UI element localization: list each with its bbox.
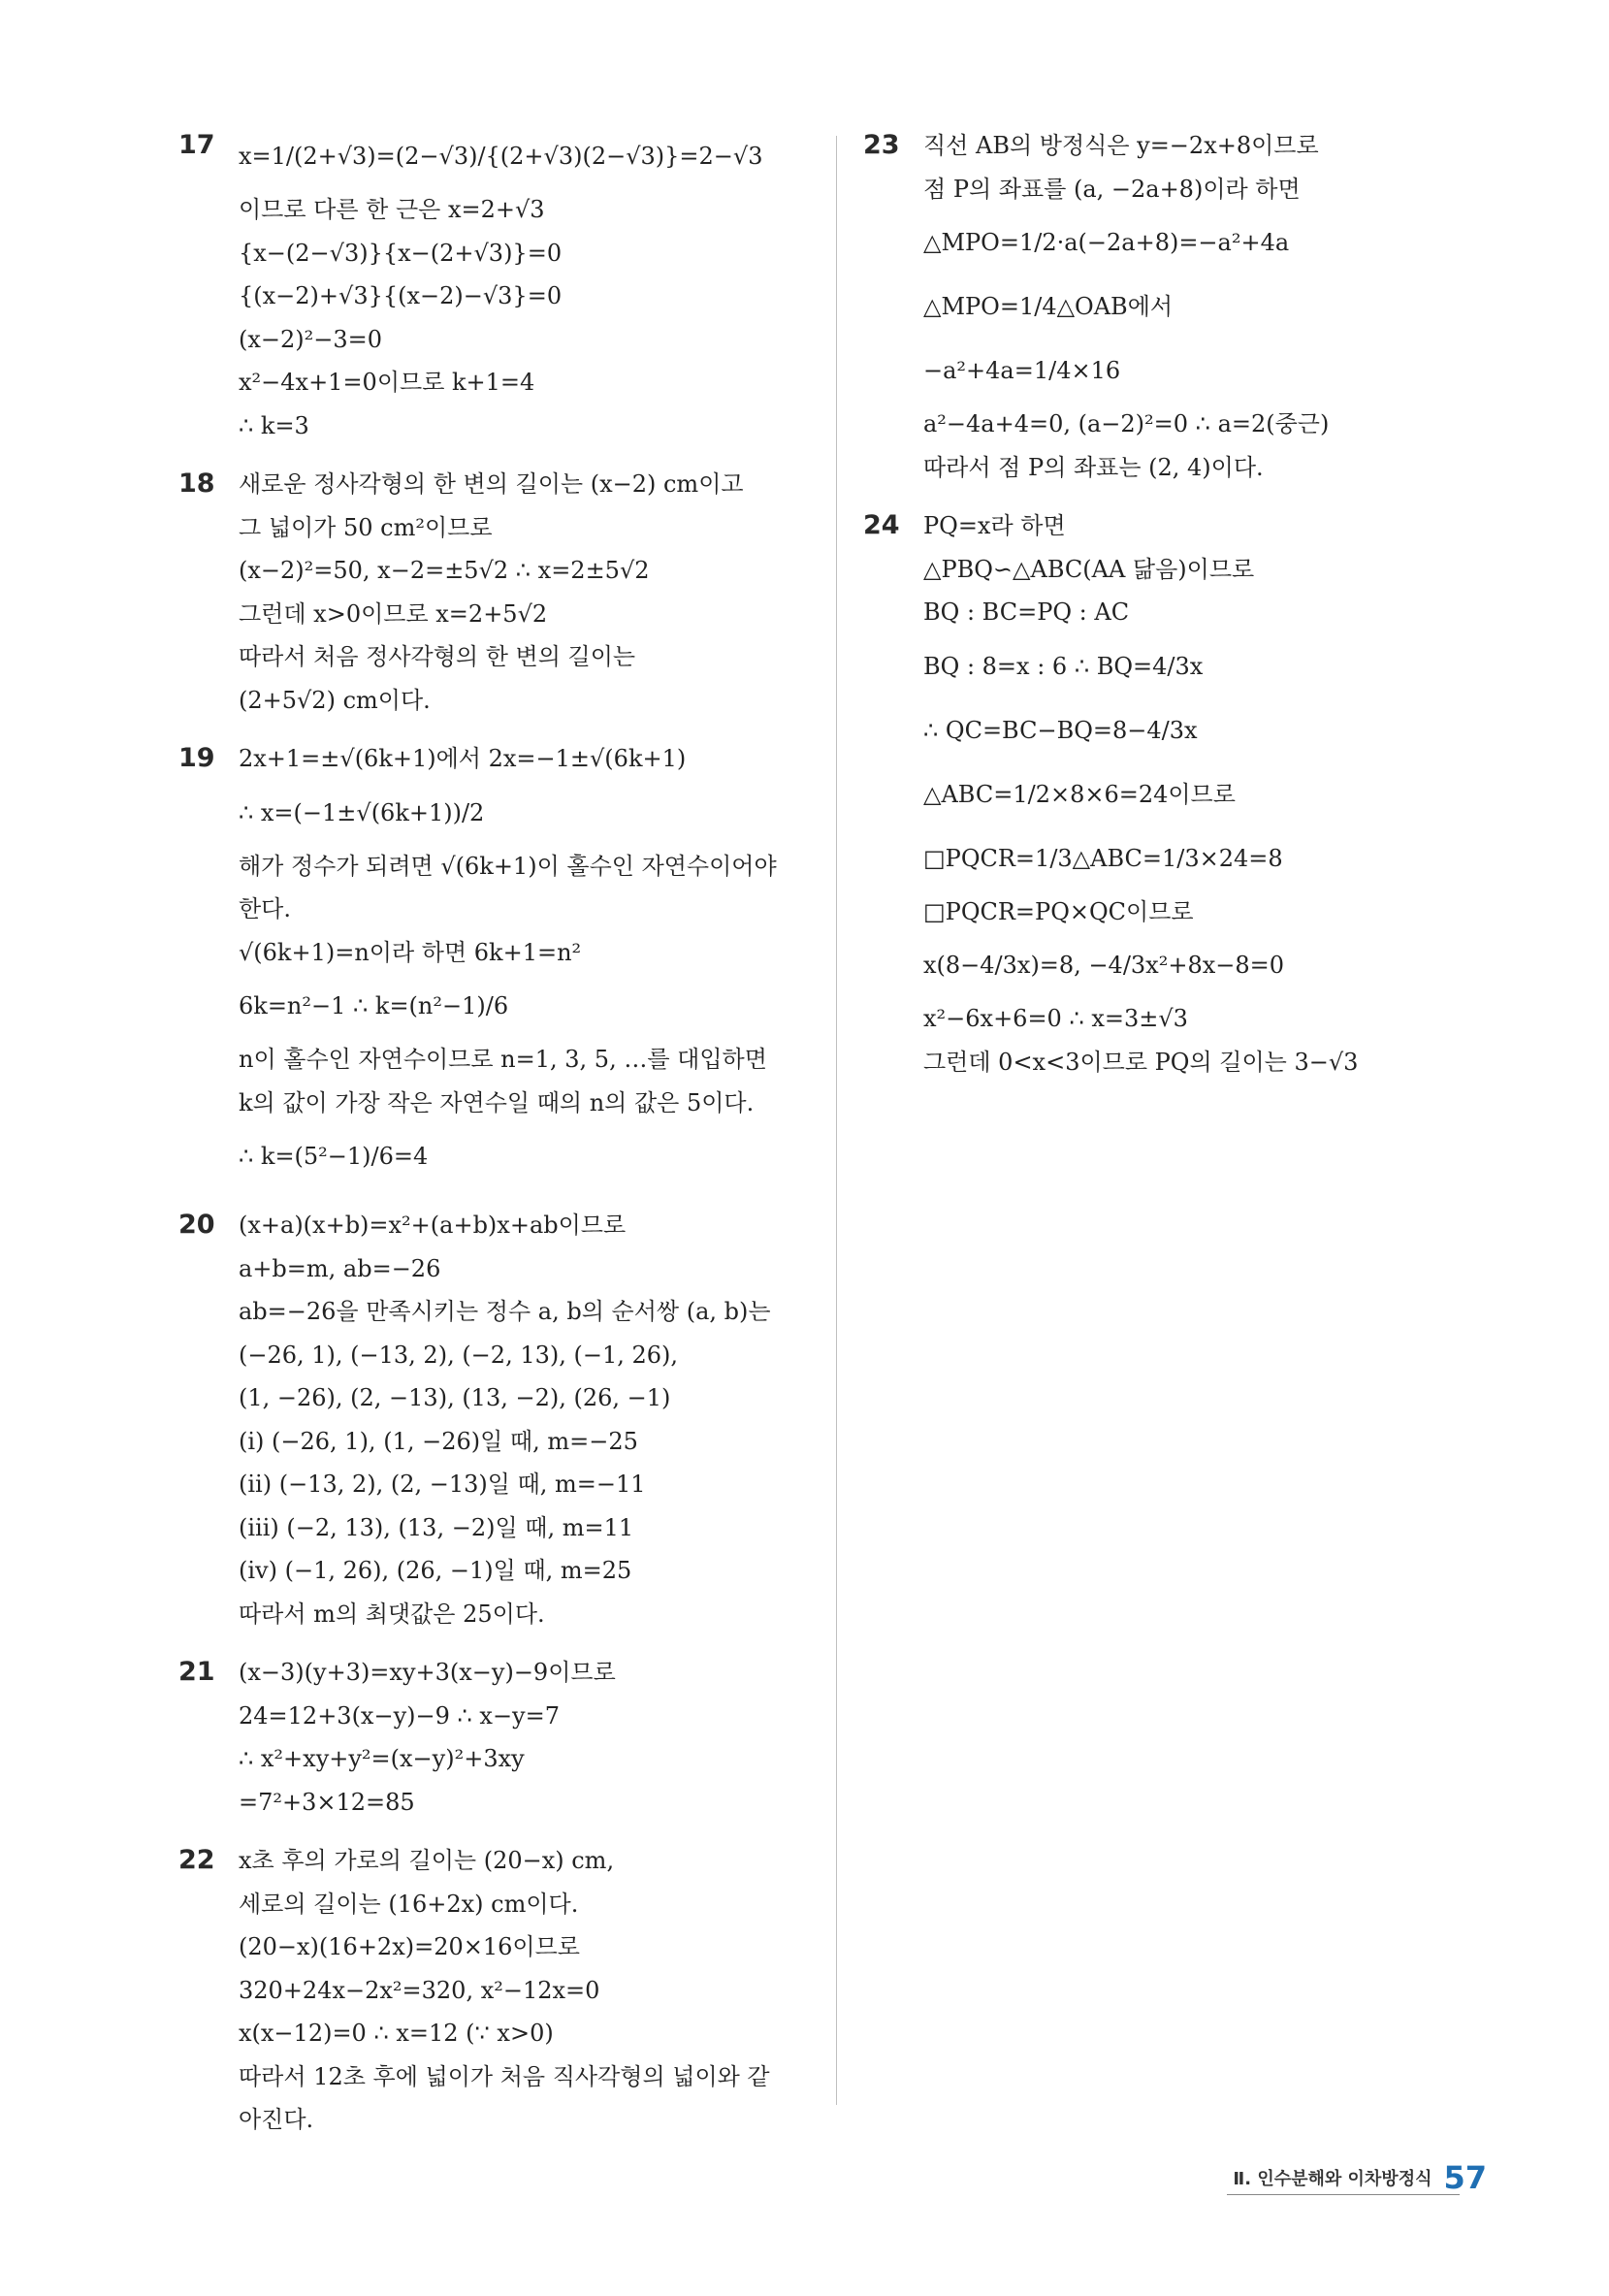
problem-18 [178, 463, 814, 722]
solution-line: ∴ x²+xy+y²=(x−y)²+3xy [239, 1745, 525, 1772]
solution-line: 해가 정수가 되려면 √(6k+1)이 홀수인 자연수이어야 [239, 852, 777, 880]
solution-line: (x−2)²=50, x−2=±5√2 ∴ x=2±5√2 [239, 557, 650, 584]
problem-19 [178, 737, 814, 1188]
solution-line: 점 P의 좌표를 (a, −2a+8)이라 하면 [923, 175, 1301, 203]
solution-line: ∴ k=3 [239, 411, 309, 439]
solution-line: 이므로 다른 한 근은 x=2+√3 [239, 196, 545, 223]
page-number: 57 [1443, 2159, 1487, 2196]
problem-21 [178, 1651, 814, 1824]
solution-line: ∴ k=(5²−1)/6=4 [239, 1143, 429, 1170]
solution-line: □PQCR=1/3△ABC=1/3×24=8 [923, 844, 1283, 872]
page-footer [1233, 2159, 1487, 2196]
solution-line: 세로의 길이는 (16+2x) cm이다. [239, 1890, 579, 1918]
chapter-title: Ⅱ. 인수분해와 이차방정식 [1233, 2169, 1432, 2189]
solution-line: 2x+1=±√(6k+1)에서 2x=−1±√(6k+1) [239, 745, 687, 772]
solution-line: ∴ x=(−1±√(6k+1))/2 [239, 798, 485, 826]
solution-line: (x−3)(y+3)=xy+3(x−y)−9이므로 [239, 1659, 616, 1686]
problem-20 [178, 1204, 814, 1635]
solution-line: 새로운 정사각형의 한 변의 길이는 (x−2) cm이고 [239, 470, 744, 498]
solution-line: PQ=x라 하면 [923, 512, 1066, 539]
solution-line: ab=−26을 만족시키는 정수 a, b의 순서쌍 (a, b)는 [239, 1298, 771, 1325]
solution-line: (x−2)²−3=0 [239, 325, 383, 353]
solution-line: a+b=m, ab=−26 [239, 1254, 441, 1282]
solution-line: 320+24x−2x²=320, x²−12x=0 [239, 1976, 600, 2004]
solution-line: 그 넓이가 50 cm²이므로 [239, 513, 493, 541]
solution-line: (20−x)(16+2x)=20×16이므로 [239, 1933, 580, 1960]
problem-number: 20 [178, 1210, 215, 1240]
solution-line: −a²+4a=1/4×16 [923, 357, 1121, 384]
solution-line: x²−4x+1=0이므로 k+1=4 [239, 369, 535, 396]
solution-line: 그런데 x>0이므로 x=2+5√2 [239, 599, 548, 628]
solution-line: (ⅳ) (−1, 26), (26, −1)일 때, m=25 [239, 1557, 632, 1584]
solution-line: (1, −26), (2, −13), (13, −2), (26, −1) [239, 1384, 671, 1411]
solution-line: 따라서 m의 최댓값은 25이다. [239, 1600, 545, 1628]
solution-line: (ⅱ) (−13, 2), (2, −13)일 때, m=−11 [239, 1471, 646, 1498]
column-divider [836, 136, 837, 2105]
solution-line: 직선 AB의 방정식은 y=−2x+8이므로 [923, 132, 1319, 159]
solution-line: x²−6x+6=0 ∴ x=3±√3 [923, 1005, 1188, 1032]
solution-line: △ABC=1/2×8×6=24이므로 [923, 780, 1236, 808]
solution-line: △MPO=1/4△OAB에서 [923, 293, 1174, 320]
solution-line: x초 후의 가로의 길이는 (20−x) cm, [239, 1847, 615, 1874]
right-column [863, 124, 1445, 1099]
solution-line: {x−(2−√3)}{x−(2+√3)}=0 [239, 239, 563, 267]
solution-line: (x+a)(x+b)=x²+(a+b)x+ab이므로 [239, 1212, 627, 1239]
problem-number: 24 [863, 510, 900, 540]
problem-number: 21 [178, 1657, 215, 1687]
solution-line: x=1/(2+√3)=(2−√3)/{(2+√3)(2−√3)}=2−√3 [239, 143, 763, 170]
problem-number: 22 [178, 1845, 215, 1875]
solution-line: x(8−4/3x)=8, −4/3x²+8x−8=0 [923, 952, 1284, 979]
solution-line: =7²+3×12=85 [239, 1788, 415, 1816]
solution-line: 따라서 12초 후에 넓이가 처음 직사각형의 넓이와 같 [239, 2062, 770, 2090]
problem-number: 19 [178, 743, 215, 773]
problem-number: 18 [178, 469, 215, 499]
solution-line: k의 값이 가장 작은 자연수일 때의 n의 값은 5이다. [239, 1088, 755, 1116]
problem-24 [863, 504, 1445, 1083]
solution-line: √(6k+1)=n이라 하면 6k+1=n² [239, 938, 582, 966]
solution-line: BQ : 8=x : 6 ∴ BQ=4/3x [923, 652, 1204, 680]
solution-line: (2+5√2) cm이다. [239, 686, 431, 714]
solution-line: 아진다. [239, 2106, 314, 2133]
solution-line: 따라서 처음 정사각형의 한 변의 길이는 [239, 643, 636, 670]
solution-line: 그런데 0<x<3이므로 PQ의 길이는 3−√3 [923, 1048, 1359, 1076]
solution-line: △MPO=1/2·a(−2a+8)=−a²+4a [923, 229, 1290, 256]
solution-line: a²−4a+4=0, (a−2)²=0 ∴ a=2(중근) [923, 410, 1330, 437]
solution-line: (−26, 1), (−13, 2), (−2, 13), (−1, 26), [239, 1341, 679, 1369]
problem-17 [178, 124, 814, 447]
solution-line: 24=12+3(x−y)−9 ∴ x−y=7 [239, 1701, 560, 1730]
problem-22 [178, 1839, 814, 2142]
solution-line: n이 홀수인 자연수이므로 n=1, 3, 5, …를 대입하면 [239, 1046, 767, 1073]
problem-number: 17 [178, 130, 215, 160]
solution-line: □PQCR=PQ×QC이므로 [923, 897, 1194, 925]
left-column [178, 124, 814, 2157]
solution-line: BQ : BC=PQ : AC [923, 598, 1130, 626]
solution-line: 따라서 점 P의 좌표는 (2, 4)이다. [923, 453, 1264, 481]
solution-line: x(x−12)=0 ∴ x=12 (∵ x>0) [239, 2020, 554, 2047]
solution-line: 한다. [239, 895, 291, 922]
solution-line: (ⅲ) (−2, 13), (13, −2)일 때, m=11 [239, 1513, 634, 1541]
solution-line: △PBQ∽△ABC(AA 닮음)이므로 [923, 555, 1255, 583]
solution-line: {(x−2)+√3}{(x−2)−√3}=0 [239, 282, 563, 309]
solution-line: ∴ QC=BC−BQ=8−4/3x [923, 716, 1198, 744]
problem-23 [863, 124, 1445, 489]
solution-line: (ⅰ) (−26, 1), (1, −26)일 때, m=−25 [239, 1427, 638, 1455]
solution-line: 6k=n²−1 ∴ k=(n²−1)/6 [239, 992, 509, 1019]
problem-number: 23 [863, 130, 900, 160]
